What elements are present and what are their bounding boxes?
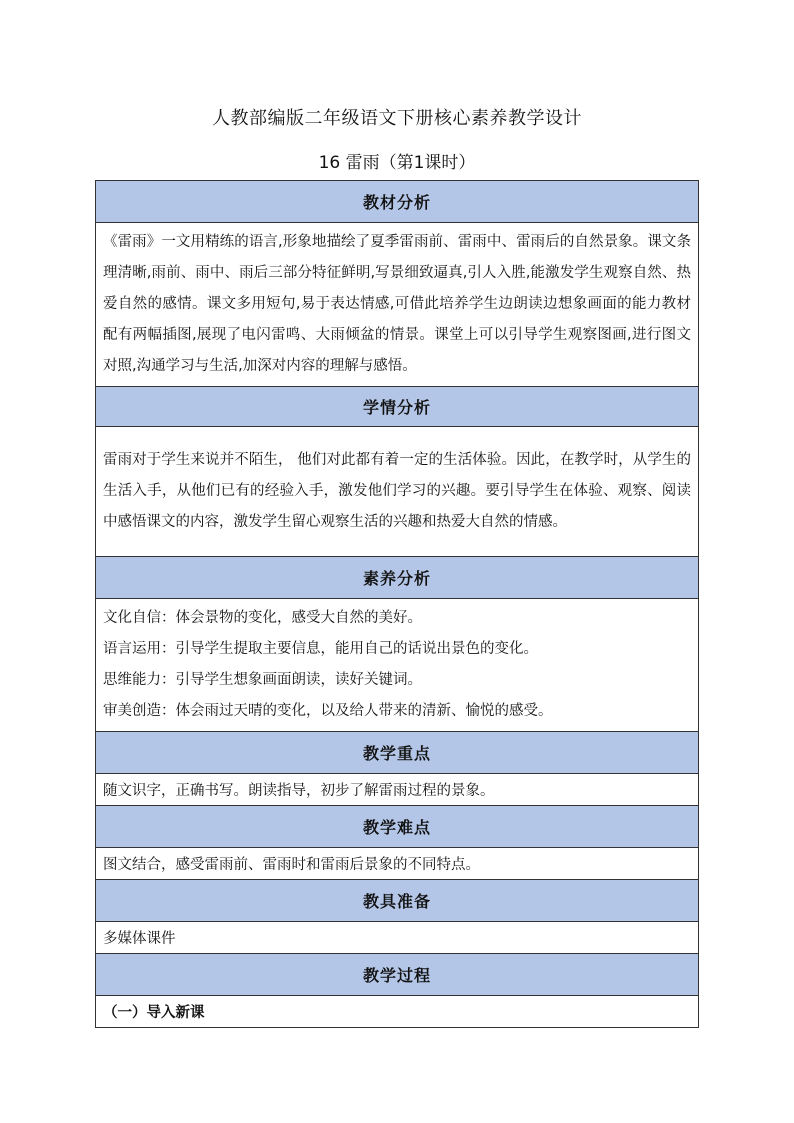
literacy-item-culture: 文化自信：体会景物的变化，感受大自然的美好。 <box>103 610 422 626</box>
lesson-plan-table <box>95 180 699 1028</box>
teaching-process-heading: 教学过程 <box>96 954 699 996</box>
student-analysis-body: 雷雨对于学生来说并不陌生， 他们对此都有着一定的生活体验。因此，在教学时，从学生的生活入手，从他们已有的经验入手，激发他们学习的兴趣。要引导学生在体验、观察、阅读中感悟课文的内容，激发学生留心观察生活的兴趣和热爱大自然的情感。 <box>96 427 699 557</box>
key-points-body: 随文识字，正确书写。朗读指导，初步了解雷雨过程的景象。 <box>96 774 699 806</box>
key-points-heading: 教学重点 <box>96 732 699 774</box>
literacy-analysis-heading: 素养分析 <box>96 557 699 599</box>
difficult-points-body: 图文结合，感受雷雨前、雷雨时和雷雨后景象的不同特点。 <box>96 848 699 880</box>
textbook-analysis-body: 《雷雨》一文用精练的语言,形象地描绘了夏季雷雨前、雷雨中、雷雨后的自然景象。课文条理清晰,雨前、雨中、雨后三部分特征鲜明,写景细致逼真,引人入胜,能激发学生观察自然、热爱自然的感情。课文多用短句,易于表达情感,可借此培养学生边朗读边想象画面的能力教材配有两幅插图,展现了电闪雷鸣、大雨倾盆的情景。课堂上可以引导学生观察图画,进行图文对照,沟通学习与生活,加深对内容的理解与感悟。 <box>96 223 699 387</box>
textbook-analysis-heading: 教材分析 <box>96 181 699 223</box>
teaching-aids-heading: 教具准备 <box>96 880 699 922</box>
teaching-process-step-1: （一）导入新课 <box>96 996 699 1028</box>
literacy-item-language: 语言运用：引导学生提取主要信息，能用自己的话说出景色的变化。 <box>103 641 538 657</box>
teaching-aids-body: 多媒体课件 <box>96 922 699 954</box>
literacy-item-aesthetics: 审美创造：体会雨过天晴的变化，以及给人带来的清新、愉悦的感受。 <box>103 703 553 719</box>
document-title: 人教部编版二年级语文下册核心素养教学设计 <box>212 108 582 129</box>
student-analysis-heading: 学情分析 <box>96 387 699 427</box>
lesson-subtitle: 16 雷雨（第1课时） <box>318 153 476 173</box>
difficult-points-heading: 教学难点 <box>96 806 699 848</box>
literacy-item-thinking: 思维能力：引导学生想象画面朗读，读好关键词。 <box>103 672 422 688</box>
literacy-analysis-body <box>96 599 699 732</box>
